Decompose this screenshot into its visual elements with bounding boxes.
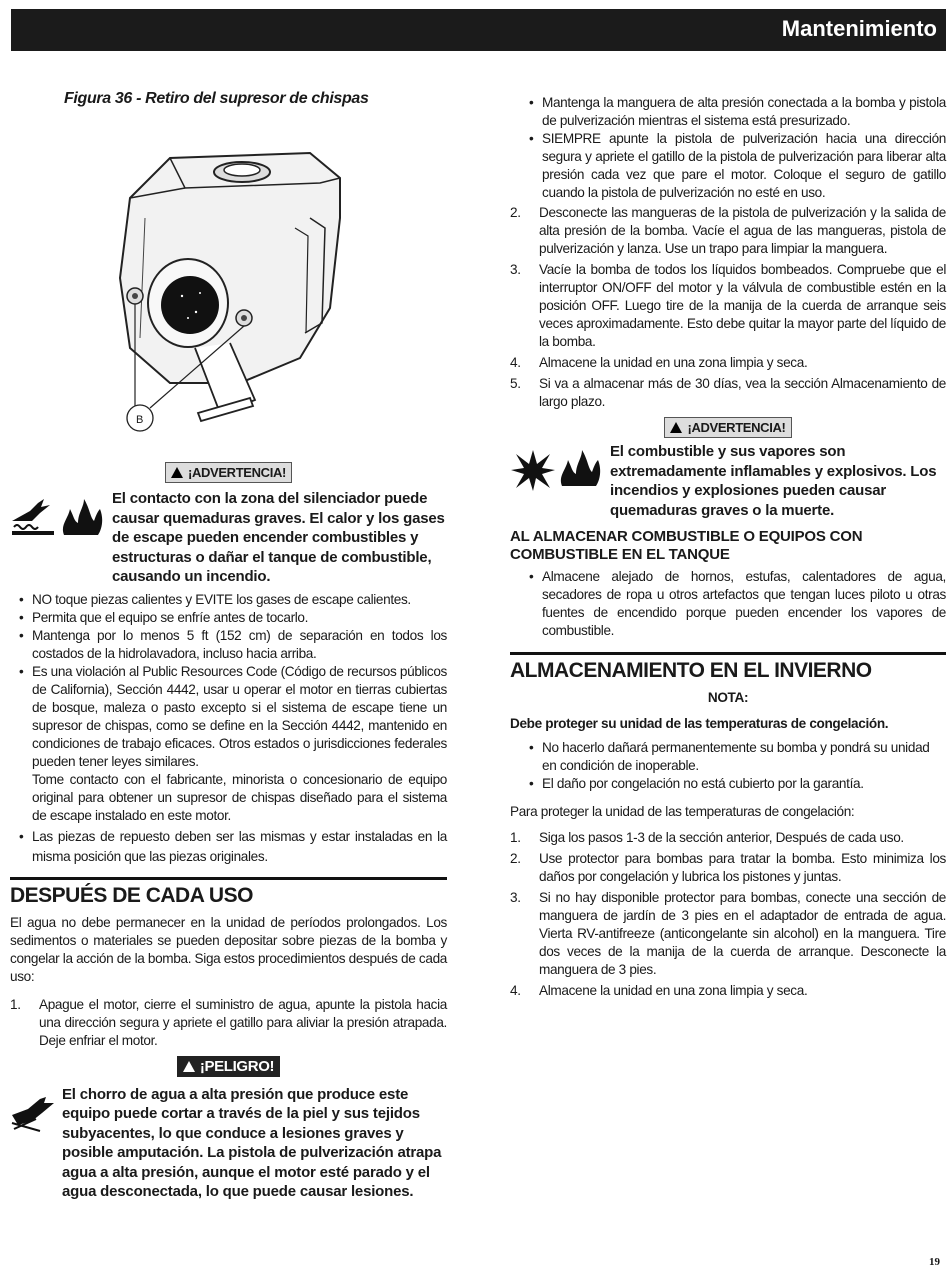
- muffler-figure: [10, 108, 447, 438]
- callout-b: B: [136, 414, 143, 426]
- list-item: 4. Almacene la unidad en una zona limpia y seca.: [510, 355, 808, 370]
- right-column: [510, 94, 946, 1003]
- list-item: • NO toque piezas calientes y EVITE los gases de escape calientes.: [10, 591, 447, 609]
- list-item: • El daño por congelación no está cubierto por la garantía.: [510, 775, 946, 793]
- warning-icons: [510, 448, 602, 492]
- list-item: 1. Apague el motor, cierre el suministro de agua, apunte la pistola hacia una dirección segura y apriete el gatillo para aliviar la presión atrapada. Deje enfriar el motor.: [10, 996, 447, 1048]
- replacement-parts-bullets: [10, 827, 447, 867]
- header-title: Mantenimiento: [781, 16, 937, 41]
- list-item: 4. Almacene la unidad en una zona limpia y seca.: [510, 983, 808, 998]
- section-heading-winter: ALMACENAMIENTO EN EL INVIERNO: [510, 652, 946, 683]
- note-label: NOTA:: [707, 690, 749, 705]
- page-header: [11, 9, 946, 51]
- after-use-steps-continued: [510, 204, 946, 411]
- fuel-storage-bullets: [510, 568, 946, 640]
- after-use-intro: El agua no debe permanecer en la unidad de períodos prolongados. Los sedimentos o materiales se pueden depositar sobre piezas de la bomba y congelar la acción de la bomba. Siga estos procedimientos después de cada uso:: [10, 914, 447, 984]
- list-item: • Permita que el equipo se enfríe antes de tocarlo.: [10, 609, 447, 627]
- left-column: [10, 90, 447, 1202]
- muffler-illustration: [10, 108, 447, 438]
- pressure-bullets: [510, 94, 946, 202]
- fire-icon: [558, 448, 602, 488]
- list-item: • SIEMPRE apunte la pistola de pulverización hacia una dirección segura y apriete el gatillo de la pistola de pulverización para liberar alta presión cada vez que pare el motor. Coloque el seguro de gatillo cuando la pistola de pulverización no esté en uso.: [510, 130, 946, 202]
- list-item: • Es una violación al Public Resources Code (Código de recursos públicos de California), Sección 4442, usar u operar el motor en tierras cubiertas de bosque, maleza o pasto excepto si el sistema de escape tiene un supresor de chispas, como se define en la Sección 4442, mantenido en condiciones de trabajo eficaces. Otros estados o jurisdicciones federales pueden tener leyes similares.: [10, 663, 447, 771]
- winter-steps: [510, 829, 946, 1000]
- page-number: 19: [929, 1256, 940, 1268]
- list-item: 3. Si no hay disponible protector para bombas, conecte una sección de manguera de jardín de 3 pies en el adaptador de entrada de agua. Vierta RV-antifreeze (anticongelante sin alcohol) en la manguera. Tire dos veces de la manija de la cuerda de arranque. Desconecte la manguera de 3 pies.: [510, 890, 946, 977]
- list-item: 2. Use protector para bombas para tratar la bomba. Esto minimiza los daños por congelación y lubrica los pistones y juntas.: [510, 851, 946, 884]
- warning-text-fuel: El combustible y sus vapores son extremadamente inflamables y explosivos. Los incendios y explosiones pueden causar quemaduras graves o la muerte.: [610, 443, 937, 519]
- warning-block-muffler: [10, 489, 447, 587]
- danger-text: El chorro de agua a alta presión que produce este equipo puede cortar a través de la piel y sus tejidos subyacentes, lo que conduce a lesiones graves y posible amputación. La pistola de pulverización atrapa agua a alta presión, aunque el motor esté parado y el agua desconectada, lo que puede causar lesiones.: [62, 1085, 442, 1200]
- fuel-storage-heading: AL ALMACENAR COMBUSTIBLE O EQUIPOS CON COMBUSTIBLE EN EL TANQUE: [510, 528, 863, 563]
- winter-intro: Para proteger la unidad de las temperaturas de congelación:: [510, 804, 855, 819]
- list-item: • No hacerlo dañará permanentemente su bomba y pondrá su unidad en condición de inoperable.: [510, 739, 946, 775]
- hot-surface-icon: [10, 497, 58, 537]
- contact-manufacturer-text: Tome contacto con el fabricante, minorista o concesionario de equipo original para obtener un supresor de chispas diseñado para el sistema de escape instalado en este motor.: [32, 771, 447, 823]
- danger-block: [10, 1085, 447, 1202]
- list-item: 2. Desconecte las mangueras de la pistola de pulverización y la salida de alta presión de la bomba. Vacíe el agua de las mangueras, pistola de pulverización y lanza. Use un trapo para limpiar la manguera.: [510, 205, 946, 256]
- winter-bullets: [510, 739, 946, 793]
- explosion-icon: [510, 448, 556, 492]
- list-item: 1. Siga los pasos 1-3 de la sección anterior, Después de cada uso.: [510, 830, 904, 845]
- danger-badge: ¡PELIGRO!: [177, 1056, 280, 1077]
- list-item: 3. Vacíe la bomba de todos los líquidos bombeados. Compruebe que el interruptor ON/OFF del motor y la válvula de combustible estén en la posición OFF. Luego tire de la manija de la cuerda de arranque seis veces aproximadamente. Esto debe quitar la mayor parte del líquido de la bomba.: [510, 262, 946, 349]
- list-item: • Las piezas de repuesto deben ser las mismas y estar instaladas en la misma posición que las piezas originales.: [10, 827, 447, 867]
- after-use-steps: [10, 996, 447, 1050]
- muffler-bullets: [10, 591, 447, 771]
- warning-icons: [10, 497, 104, 537]
- warning-text-muffler: El contacto con la zona del silenciador puede causar quemaduras graves. El calor y los gases de escape pueden encender combustibles y estructuras o dañar el tanque de combustible, causando un incendio.: [112, 490, 445, 585]
- freeze-note: Debe proteger su unidad de las temperaturas de congelación.: [510, 716, 889, 731]
- section-heading-after-use: DESPUÉS DE CADA USO: [10, 877, 447, 908]
- danger-icons: [10, 1093, 56, 1135]
- list-item: • Almacene alejado de hornos, estufas, calentadores de agua, secadores de ropa u otros artefactos que tengan luces piloto u otras fuentes de encendido porque pueden encender los vapores de combustible.: [510, 568, 946, 640]
- warning-triangle-icon: [183, 1061, 195, 1072]
- warning-badge: ¡ADVERTENCIA!: [664, 417, 791, 438]
- list-item: 5. Si va a almacenar más de 30 días, vea la sección Almacenamiento de largo plazo.: [510, 376, 946, 409]
- warning-badge: ¡ADVERTENCIA!: [165, 462, 292, 483]
- figure-caption: Figura 36 - Retiro del supresor de chispas: [64, 90, 369, 107]
- list-item: • Mantenga la manguera de alta presión conectada a la bomba y pistola de pulverización mientras el sistema está presurizado.: [510, 94, 946, 130]
- warning-triangle-icon: [670, 422, 682, 433]
- fire-icon: [60, 497, 104, 537]
- warning-triangle-icon: [171, 467, 183, 478]
- high-pressure-injection-icon: [10, 1093, 56, 1135]
- warning-block-fuel: [510, 442, 946, 520]
- list-item: • Mantenga por lo menos 5 ft (152 cm) de separación en todos los costados de la hidrolavadora, incluso hacia arriba.: [10, 627, 447, 663]
